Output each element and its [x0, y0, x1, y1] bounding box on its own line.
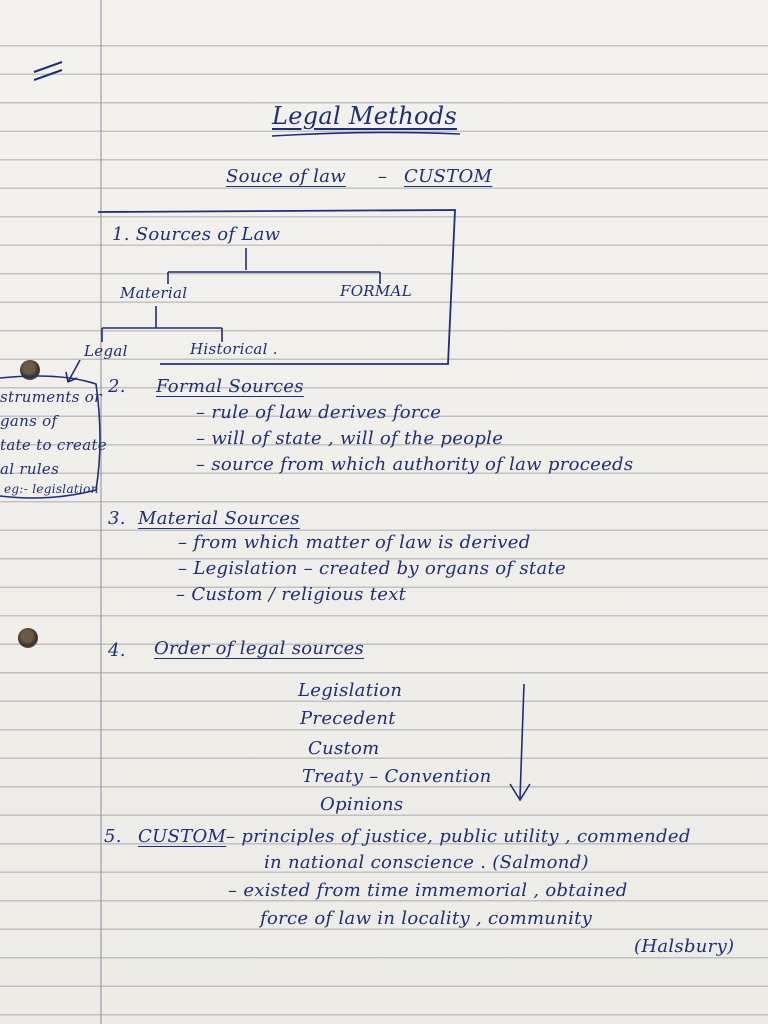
- formal-sources-number: 2.: [108, 376, 126, 397]
- order-arrow: [510, 684, 530, 800]
- material-sources-item: – from which matter of law is derived: [178, 532, 531, 553]
- subtitle-dash: –: [378, 166, 388, 187]
- formal-sources-item: – will of state , will of the people: [196, 428, 504, 449]
- custom-line: – existed from time immemorial , obtained: [228, 880, 628, 901]
- margin-note-line: tate to create: [0, 436, 107, 454]
- custom-line: (Halsbury): [634, 936, 735, 957]
- order-item: Legislation: [298, 680, 403, 701]
- material-sources-item: – Custom / religious text: [176, 584, 407, 605]
- formal-sources-heading: Formal Sources: [156, 376, 304, 397]
- margin-note-line: eg:- legislation: [4, 482, 99, 496]
- diagram-heading: 1. Sources of Law: [112, 224, 281, 245]
- material-sources-item: – Legislation – created by organs of state: [178, 558, 566, 579]
- custom-line: force of law in locality , community: [260, 908, 593, 929]
- formal-sources-item: – source from which authority of law proceeds: [196, 454, 634, 475]
- custom-line: in national conscience . (Salmond): [264, 852, 589, 873]
- diagram-legal: Legal: [84, 342, 128, 360]
- material-sources-heading: Material Sources: [138, 508, 300, 529]
- order-item: Treaty – Convention: [302, 766, 492, 787]
- material-sources-number: 3.: [108, 508, 126, 529]
- order-item: Precedent: [300, 708, 396, 729]
- diagram-material: Material: [120, 284, 188, 302]
- order-item: Custom: [308, 738, 380, 759]
- margin-mark: [34, 62, 62, 80]
- custom-heading: CUSTOM: [138, 826, 227, 847]
- diagram-historical: Historical .: [190, 340, 278, 358]
- margin-note-line: al rules: [0, 460, 60, 478]
- order-item: Opinions: [320, 794, 404, 815]
- margin-note-line: struments or: [0, 388, 102, 406]
- diagram-formal: FORMAL: [340, 282, 412, 300]
- page-title: Legal Methods: [272, 102, 458, 130]
- margin-note-line: gans of: [0, 412, 58, 430]
- tree-branch-material: [102, 306, 222, 342]
- title-underline: [272, 132, 460, 136]
- order-number: 4.: [108, 640, 126, 661]
- tree-branch-sources: [168, 248, 380, 284]
- subtitle-topic: CUSTOM: [404, 166, 493, 187]
- formal-sources-item: – rule of law derives force: [196, 402, 442, 423]
- order-heading: Order of legal sources: [154, 638, 365, 659]
- custom-line: – principles of justice, public utility , commended: [226, 826, 691, 847]
- subtitle-prefix: Souce of law: [226, 166, 346, 187]
- custom-number: 5.: [104, 826, 122, 847]
